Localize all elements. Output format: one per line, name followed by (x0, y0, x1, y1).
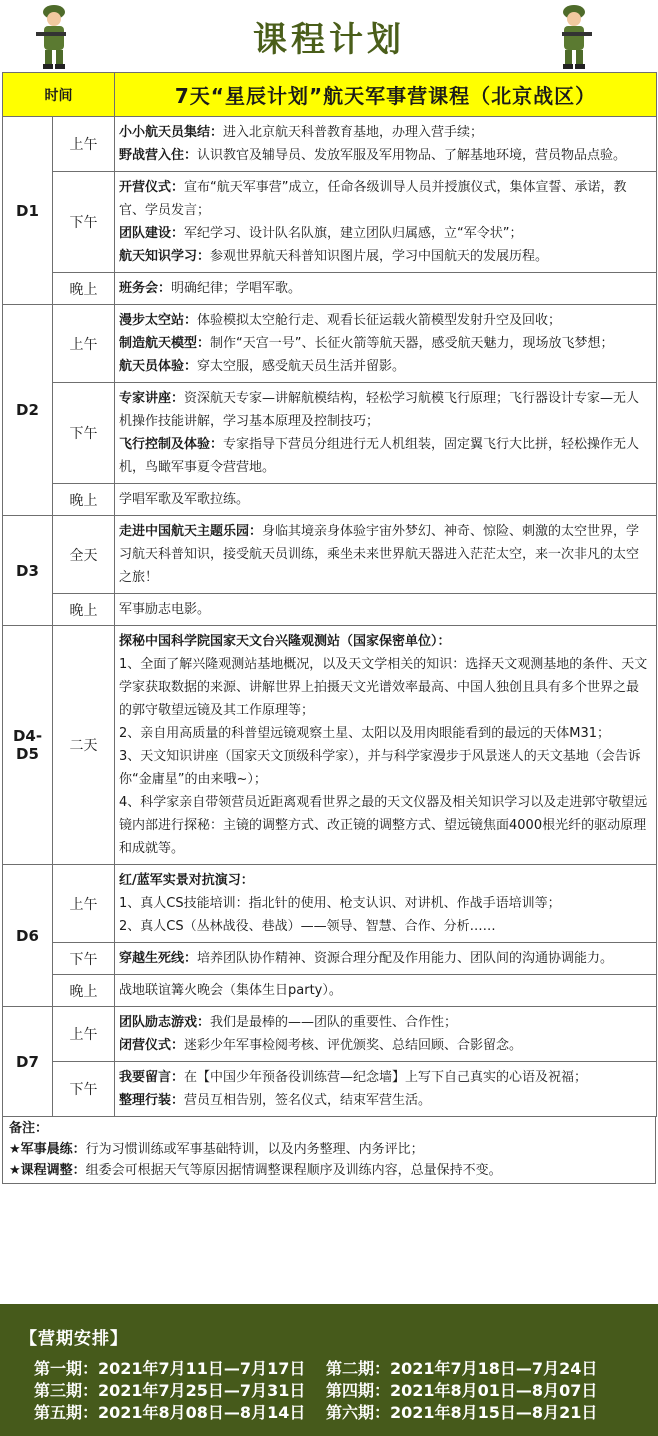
note-item: ★课程调整：组委会可根据天气等原因据情调整课程顺序及训练内容，总量保持不变。 (9, 1163, 502, 1178)
time-slot-label: 二天 (53, 626, 115, 865)
time-slot-label: 上午 (53, 305, 115, 383)
time-slot-label: 上午 (53, 865, 115, 943)
period-item: 第四期：2021年8月01日—8月07日 (326, 1381, 598, 1400)
activity-name: 漫步太空站： (119, 313, 198, 328)
activity-description: 穿太空服，感受航天员生活并留影。 (197, 359, 406, 374)
table-row (3, 172, 657, 273)
day-label: D1 (3, 117, 53, 305)
activity-description: 战地联谊篝火晚会（集体生日party）。 (119, 983, 342, 998)
activity-description: 制作“天宫一号”、长征火箭等航天器，感受航天魅力，现场放飞梦想； (210, 336, 614, 351)
activity-line (119, 277, 650, 300)
note-item: ★军事晨练：行为习惯训练或军事基础特训，以及内务整理、内务评比； (9, 1142, 424, 1157)
activity-name: 走进中国航天主题乐园： (119, 524, 263, 539)
activity-description: 迷彩少年军事检阅考核、评优颁奖、总结回顾、合影留念。 (184, 1038, 523, 1053)
day-label: D2 (3, 305, 53, 516)
table-row (3, 1062, 657, 1117)
activity-description: 军纪学习、设计队名队旗，建立团队归属感，立“军令状”； (184, 226, 523, 241)
activity-line (119, 1066, 650, 1089)
activity-name: 探秘中国科学院国家天文台兴隆观测站（国家保密单位）： (119, 634, 451, 649)
time-slot-label: 上午 (53, 1007, 115, 1062)
activity-line (119, 144, 650, 167)
activity-line (119, 745, 650, 791)
activity-content (115, 117, 657, 172)
activity-description: 专家指导下营员分组进行无人机组装，固定翼飞行大比拼，轻松操作无人机，鸟瞰军事夏令营营地。 (119, 437, 640, 475)
table-row (3, 305, 657, 383)
activity-name: 专家讲座： (119, 391, 185, 406)
schedule-row (34, 1356, 597, 1379)
activity-line (119, 630, 650, 653)
activity-line (119, 222, 650, 245)
activity-line (119, 245, 650, 268)
activity-line (119, 433, 650, 479)
activity-line (119, 947, 650, 970)
time-slot-label: 下午 (53, 383, 115, 484)
activity-line (119, 309, 650, 332)
activity-description: 培养团队协作精神、资源合理分配及作用能力、团队间的沟通协调能力。 (197, 951, 614, 966)
activity-content (115, 1007, 657, 1062)
time-slot-label: 下午 (53, 1062, 115, 1117)
activity-line (119, 869, 650, 892)
activity-description: 认识教官及辅导员、发放军服及军用物品、了解基地环境，营员物品点验。 (197, 148, 627, 163)
activity-name: 航天知识学习： (119, 249, 211, 264)
schedule-section (0, 1304, 658, 1436)
table-row (3, 594, 657, 626)
activity-line (119, 979, 650, 1002)
activity-name: 穿越生死线： (119, 951, 198, 966)
course-plan-table (2, 72, 657, 1117)
activity-content (115, 865, 657, 943)
table-row (3, 516, 657, 594)
activity-name: 红/蓝军实景对抗演习： (119, 873, 254, 888)
activity-line (119, 598, 650, 621)
activity-line (119, 915, 650, 938)
notes-heading: 备注： (9, 1121, 49, 1136)
activity-content (115, 273, 657, 305)
activity-line (119, 176, 650, 222)
table-row (3, 383, 657, 484)
activity-line (119, 892, 650, 915)
period-item: 第五期：2021年8月08日—8月14日 (34, 1403, 306, 1422)
notes-section (2, 1116, 656, 1184)
activity-description: 1、全面了解兴隆观测站基地概况，以及天文学相关的知识：选择天文观测基地的条件、天文学家获取数据的来源、讲解世界上拍摄天文光谱效率最高、中国人独创且具有多个世界之最的郭守敬望远镜及其工作原理等； (119, 657, 648, 718)
day-label: D4-D5 (3, 626, 53, 865)
time-header: 时间 (3, 73, 115, 117)
period-item: 第三期：2021年7月25日—7月31日 (34, 1381, 306, 1400)
day-label: D3 (3, 516, 53, 626)
course-title-header: 7天“星辰计划”航天军事营课程（北京战区） (115, 73, 657, 117)
activity-content (115, 943, 657, 975)
activity-content (115, 1062, 657, 1117)
activity-line (119, 332, 650, 355)
activity-line (119, 653, 650, 722)
activity-description: 2、真人CS（丛林战役、巷战）——领导、智慧、合作、分析…… (119, 919, 496, 934)
activity-name: 野战营入住： (119, 148, 198, 163)
activity-name: 班务会： (119, 281, 172, 296)
time-slot-label: 下午 (53, 172, 115, 273)
activity-name: 制造航天模型： (119, 336, 211, 351)
table-row (3, 865, 657, 943)
activity-description: 我们是最棒的——团队的重要性、合作性； (210, 1015, 458, 1030)
activity-description: 进入北京航天科普教育基地，办理入营手续； (223, 125, 484, 140)
activity-content (115, 626, 657, 865)
day-label: D6 (3, 865, 53, 1007)
time-slot-label: 晚上 (53, 594, 115, 626)
period-item: 第六期：2021年8月15日—8月21日 (326, 1403, 598, 1422)
table-row (3, 117, 657, 172)
activity-content (115, 484, 657, 516)
activity-name: 团队建设： (119, 226, 185, 241)
activity-description: 参观世界航天科普知识图片展，学习中国航天的发展历程。 (210, 249, 549, 264)
time-slot-label: 下午 (53, 943, 115, 975)
activity-name: 我要留言： (119, 1070, 185, 1085)
activity-name: 闭营仪式： (119, 1038, 185, 1053)
activity-description: 学唱军歌及军歌拉练。 (119, 492, 250, 507)
activity-description: 营员互相告别，签名仪式，结束军营生活。 (184, 1093, 432, 1108)
time-slot-label: 全天 (53, 516, 115, 594)
activity-description: 在【中国少年预备役训练营—纪念墙】上写下自己真实的心语及祝福； (184, 1070, 588, 1085)
activity-line (119, 1089, 650, 1112)
activity-content (115, 383, 657, 484)
activity-description: 4、科学家亲自带领营员近距离观看世界之最的天文仪器及相关知识学习以及走进郭守敬望远镜内部进行探秘：主镜的调整方式、改正镜的调整方式、望远镜焦面4000根光纤的驱动原理和成就等。 (119, 795, 648, 856)
time-slot-label: 上午 (53, 117, 115, 172)
activity-content (115, 594, 657, 626)
period-item: 第二期：2021年7月18日—7月24日 (326, 1359, 598, 1378)
table-body (3, 117, 657, 1117)
activity-line (119, 488, 650, 511)
table-row (3, 484, 657, 516)
activity-name: 飞行控制及体验： (119, 437, 224, 452)
page-title: 课程计划 (253, 20, 405, 60)
activity-description: 资深航天专家—讲解航模结构，轻松学习航模飞行原理；飞行器设计专家—无人机操作技能讲解，学习基本原理及控制技巧； (119, 391, 640, 429)
activity-description: 3、天文知识讲座（国家天文顶级科学家），并与科学家漫步于风景迷人的天文基地（会告诉你“金庸星”的由来哦~）； (119, 749, 641, 787)
schedule-row (34, 1378, 597, 1401)
activity-line (119, 121, 650, 144)
time-slot-label: 晚上 (53, 975, 115, 1007)
day-label: D7 (3, 1007, 53, 1117)
page-header (0, 0, 658, 70)
activity-content (115, 305, 657, 383)
activity-description: 宣布“航天军事营”成立，任命各级训导人员并授旗仪式，集体宣誓、承诺，教官、学员发言； (119, 180, 627, 218)
schedule-row (34, 1400, 597, 1423)
activity-line (119, 1034, 650, 1057)
table-row (3, 273, 657, 305)
table-row (3, 1007, 657, 1062)
time-slot-label: 晚上 (53, 484, 115, 516)
activity-description: 1、真人CS技能培训：指北针的使用、枪支认识、对讲机、作战手语培训等； (119, 896, 561, 911)
activity-description: 明确纪律；学唱军歌。 (171, 281, 302, 296)
activity-content (115, 975, 657, 1007)
activity-content (115, 172, 657, 273)
schedule-title: 【营期安排】 (20, 1329, 128, 1349)
activity-name: 团队励志游戏： (119, 1015, 211, 1030)
table-header-row (3, 73, 657, 117)
activity-line (119, 722, 650, 745)
activity-line (119, 791, 650, 860)
activity-name: 整理行装： (119, 1093, 185, 1108)
soldier-icon (552, 2, 596, 70)
activity-line (119, 355, 650, 378)
activity-content (115, 516, 657, 594)
table-row (3, 626, 657, 865)
table-row (3, 975, 657, 1007)
activity-description: 身临其境亲身体验宇宙外梦幻、神奇、惊险、刺激的太空世界，学习航天科普知识，接受航天员训练，乘坐未来世界航天器进入茫茫太空，来一次非凡的太空之旅！ (119, 524, 640, 585)
period-item: 第一期：2021年7月11日—7月17日 (34, 1359, 306, 1378)
activity-line (119, 387, 650, 433)
time-slot-label: 晚上 (53, 273, 115, 305)
activity-line (119, 520, 650, 589)
activity-description: 军事励志电影。 (119, 602, 211, 617)
activity-description: 体验模拟太空舱行走、观看长征运载火箭模型发射升空及回收； (197, 313, 562, 328)
activity-description: 2、亲自用高质量的科普望远镜观察土星、太阳以及用肉眼能看到的最远的天体M31； (119, 726, 611, 741)
activity-line (119, 1011, 650, 1034)
activity-name: 开营仪式： (119, 180, 185, 195)
activity-name: 小小航天员集结： (119, 125, 224, 140)
activity-name: 航天员体验： (119, 359, 198, 374)
table-row (3, 943, 657, 975)
